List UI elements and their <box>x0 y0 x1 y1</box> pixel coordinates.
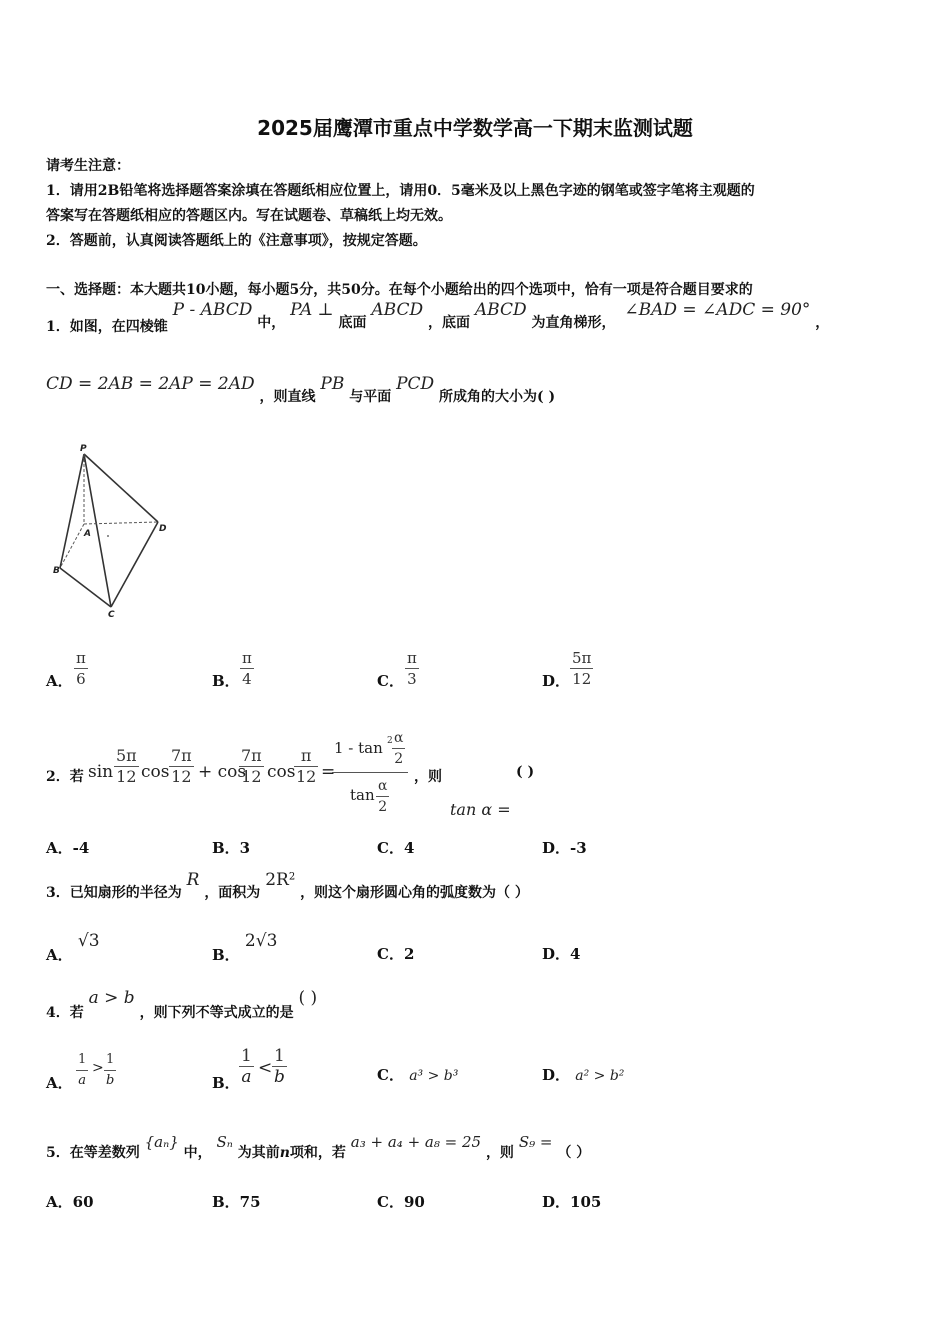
q3-option-a: A． √3 <box>46 931 100 964</box>
q5-text-1: 5．在等差数列 <box>46 1145 140 1161</box>
q5-option-c: C．90 <box>377 1193 425 1211</box>
q3-text-1: 3．已知扇形的半径为 <box>46 885 182 901</box>
q2-text-ze: ，则 <box>414 769 442 785</box>
q4-a-gt-b: a > b <box>88 988 135 1008</box>
q5-text-2: 中， <box>183 1145 212 1161</box>
q4-d-value: a² > b² <box>575 1068 625 1084</box>
q2-tan-alpha: tan α = <box>450 800 511 819</box>
q4-option-d: D． a² > b² <box>542 1066 625 1084</box>
q4-b-lt: < <box>258 1058 273 1078</box>
q1-pyramid: P - ABCD <box>172 300 253 320</box>
q3-r: R <box>186 870 200 890</box>
q2-option-d: D．-3 <box>542 839 587 857</box>
q4-text-1: 4．若 <box>46 1005 84 1021</box>
q3-option-d: D．4 <box>542 945 581 963</box>
notice-line-1b: 答案写在答题纸相应的答题区内。写在试题卷、草稿纸上均无效。 <box>46 208 452 224</box>
label-c: C <box>108 610 115 620</box>
option-fraction: $\frac{\pi}{4}$ <box>242 649 252 688</box>
q1-pb: PB <box>320 374 345 394</box>
label-p: P <box>80 444 87 454</box>
q1-text-trapezoid: 为直角梯形， <box>531 315 616 331</box>
label-d: D <box>159 524 167 534</box>
q3-text-3: ，则这个扇形圆心角的弧度数为（ ） <box>300 885 529 901</box>
edge-pd <box>84 454 158 522</box>
q3-b-value: 2√3 <box>244 931 278 951</box>
q1-abcd: ABCD <box>371 300 424 320</box>
edge-bc <box>60 568 111 607</box>
q5-n: n <box>279 1145 290 1161</box>
q5-text-5: ，则 <box>485 1145 514 1161</box>
q5-option-d: D．105 <box>542 1193 602 1211</box>
q5-text-3: 为其前 <box>237 1145 280 1161</box>
q4-b-frac-1: $\frac{1}{a}$ <box>241 1046 252 1087</box>
q2-big-den-tan: tan <box>350 786 375 804</box>
q1-text-ask: 所成角的大小为( ) <box>439 389 556 405</box>
q2-big-fraction-bar <box>332 772 408 773</box>
q5-option-a: A．60 <box>46 1193 94 1211</box>
q5-sn: Sₙ <box>216 1133 233 1151</box>
q2-frac-4: $\frac{\pi}{12}$ <box>296 746 317 786</box>
q4-option-c: C． a³ > b³ <box>377 1066 459 1084</box>
q4-paren: ( ) <box>298 988 318 1008</box>
q1-angle: ∠BAD = ∠ADC = 90° <box>624 300 811 320</box>
q5-option-b: B．75 <box>212 1193 261 1211</box>
q1-abcd-2: ABCD <box>474 300 527 320</box>
page-title: 2025届鹰潭市重点中学数学高一下期末监测试题 <box>257 116 693 140</box>
label-a: A <box>84 529 91 539</box>
question-1-line-1 <box>46 300 830 335</box>
q3-option-c: C．2 <box>377 945 415 963</box>
q1-pa-perp: PA ⊥ <box>290 300 334 320</box>
q1-number: 1．如图，在四棱锥 <box>46 319 168 335</box>
q1-comma: ， <box>815 315 830 331</box>
option-label: A． <box>46 672 73 690</box>
notice-line-2: 2．答题前，认真阅读答题纸上的《注意事项》，按规定答题。 <box>46 233 427 249</box>
option-label: D． <box>542 672 571 690</box>
q5-sequence: {aₙ} <box>144 1133 179 1151</box>
q3-square: 2 <box>288 871 296 883</box>
question-5 <box>46 1132 591 1161</box>
edge-ad <box>84 522 158 524</box>
q3-text-2: ，面积为 <box>204 885 261 901</box>
q2-cos-2: cos <box>267 762 296 782</box>
notice-line-1: 1．请用2B铅笔将选择题答案涂填在答题纸相应位置上，请用0．5毫米及以上黑色字迹的钢笔或签字笔将主观题的 <box>46 183 755 199</box>
pyramid-figure <box>48 440 178 620</box>
q2-plus-cos: + cos <box>198 762 247 782</box>
question-4 <box>46 988 318 1021</box>
q3-area: 2R <box>265 870 289 890</box>
q2-big-num-text: 1 - tan <box>334 739 383 757</box>
q2-paren: ( ) <box>516 764 535 780</box>
label-b: B <box>53 566 60 576</box>
q2-frac-3: $\frac{7\pi}{12}$ <box>241 746 262 786</box>
q1-text-zhong: 中， <box>257 315 286 331</box>
question-1-line-2 <box>46 374 556 405</box>
q5-condition: a₃ + a₄ + a₈ = 25 <box>350 1133 482 1151</box>
q2-sin: sin <box>88 762 114 782</box>
q5-s9: S₉ = <box>518 1133 553 1151</box>
option-label: C． <box>377 672 404 690</box>
q2-option-c: C．4 <box>377 839 415 857</box>
q5-text-4: 项和，若 <box>289 1145 346 1161</box>
q1-text-plane: 与平面 <box>349 389 392 405</box>
q2-frac-1: $\frac{5\pi}{12}$ <box>116 746 137 786</box>
section-heading: 一、选择题：本大题共10小题，每小题5分，共50分。在每个小题给出的四个选项中，恰有一项是符合题目要求的 <box>46 282 753 298</box>
q2-frac-2: $\frac{7\pi}{12}$ <box>171 746 192 786</box>
notice-heading: 请考生注意： <box>46 158 130 174</box>
question-3 <box>46 870 529 901</box>
q2-den-alpha-frac: $\frac{\alpha}{2}$ <box>378 778 388 815</box>
q1-cd-relation: CD = 2AB = 2AP = 2AD <box>46 374 255 394</box>
option-label: B． <box>212 672 240 690</box>
q1-pcd: PCD <box>396 374 435 394</box>
q2-big-fraction <box>332 730 410 820</box>
q2-equals: = <box>321 762 336 782</box>
q1-text-dimian: 底面 <box>338 315 367 331</box>
q4-text-2: ，则下列不等式成立的是 <box>139 1005 294 1021</box>
q4-c-value: a³ > b³ <box>409 1068 459 1084</box>
option-fraction: $\frac{\pi}{6}$ <box>76 649 86 688</box>
q2-cos-1: cos <box>141 762 170 782</box>
q2-number: 2．若 <box>46 769 84 785</box>
q2-option-a: A．-4 <box>46 839 90 857</box>
q1-text-line: ，则直线 <box>259 389 316 405</box>
edge-cd <box>111 522 158 607</box>
edge-ab <box>60 524 84 568</box>
q4-a-frac-2: $\frac{1}{b}$ <box>106 1052 115 1088</box>
q3-option-b: B． 2√3 <box>212 931 278 964</box>
q4-a-gt: > <box>92 1060 104 1076</box>
q3-a-value: √3 <box>77 931 100 951</box>
option-fraction: $\frac{\pi}{3}$ <box>407 649 417 688</box>
q2-num-alpha-frac: $\frac{\alpha}{2}$ <box>394 730 404 767</box>
option-fraction: $\frac{5\pi}{12}$ <box>572 649 592 688</box>
q4-a-frac-1: $\frac{1}{a}$ <box>78 1052 87 1088</box>
q2-option-b: B．3 <box>212 839 251 857</box>
edge-pb <box>60 454 84 568</box>
q2-squared: 2 <box>387 736 393 746</box>
q1-text-dimian2: ，底面 <box>428 315 470 331</box>
q5-text-6: （ ） <box>557 1145 591 1161</box>
q4-b-frac-2: $\frac{1}{b}$ <box>274 1046 285 1087</box>
